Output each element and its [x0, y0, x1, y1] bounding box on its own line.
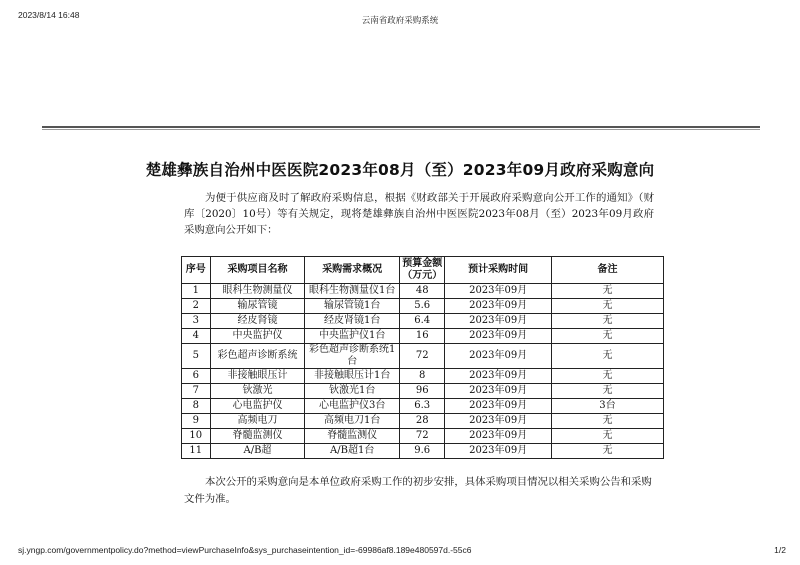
- cell-remark: 3台: [551, 399, 663, 414]
- cell-budget: 9.6: [400, 444, 445, 459]
- cell-index: 1: [182, 284, 211, 299]
- cell-requirement: 输尿管镜1台: [305, 299, 400, 314]
- col-header-remark: 备注: [551, 257, 663, 284]
- cell-budget: 5.6: [400, 299, 445, 314]
- cell-requirement: 钬激光1台: [305, 384, 400, 399]
- cell-project-name: 心电监护仪: [210, 399, 305, 414]
- cell-remark: 无: [551, 329, 663, 344]
- cell-requirement: 脊髓监测仪: [305, 429, 400, 444]
- table-row: [182, 299, 664, 314]
- page-number: 1/2: [774, 545, 786, 555]
- cell-project-name: A/B超: [210, 444, 305, 459]
- cell-index: 2: [182, 299, 211, 314]
- table-row: [182, 444, 664, 459]
- cell-remark: 无: [551, 414, 663, 429]
- col-header-requirement: 采购需求概况: [305, 257, 400, 284]
- site-title: 云南省政府采购系统: [361, 15, 439, 25]
- cell-time: 2023年09月: [445, 314, 552, 329]
- cell-index: 7: [182, 384, 211, 399]
- cell-budget: 72: [400, 344, 445, 369]
- cell-project-name: 钬激光: [210, 384, 305, 399]
- cell-requirement: 心电监护仪3台: [305, 399, 400, 414]
- cell-remark: 无: [551, 284, 663, 299]
- cell-requirement: 中央监护仪1台: [305, 329, 400, 344]
- col-header-index: 序号: [182, 257, 211, 284]
- col-header-budget: 预算金额（万元）: [400, 257, 445, 284]
- cell-index: 4: [182, 329, 211, 344]
- table-row: [182, 399, 664, 414]
- cell-remark: 无: [551, 299, 663, 314]
- cell-budget: 72: [400, 429, 445, 444]
- cell-remark: 无: [551, 429, 663, 444]
- cell-requirement: 眼科生物测量仪1台: [305, 284, 400, 299]
- print-datetime: 2023/8/14 16:48: [18, 10, 80, 20]
- divider-line: [42, 126, 760, 128]
- cell-remark: 无: [551, 369, 663, 384]
- cell-budget: 48: [400, 284, 445, 299]
- cell-index: 5: [182, 344, 211, 369]
- cell-remark: 无: [551, 344, 663, 369]
- cell-budget: 6.4: [400, 314, 445, 329]
- page-url: sj.yngp.com/governmentpolicy.do?method=viewPurchaseInfo&sys_purchaseintention_id=-69986af8.189e480597d.-55c6: [18, 545, 472, 555]
- cell-project-name: 高频电刀: [210, 414, 305, 429]
- cell-project-name: 中央监护仪: [210, 329, 305, 344]
- cell-time: 2023年09月: [445, 299, 552, 314]
- table-row: [182, 384, 664, 399]
- cell-index: 3: [182, 314, 211, 329]
- cell-index: 6: [182, 369, 211, 384]
- cell-budget: 28: [400, 414, 445, 429]
- table-row: [182, 329, 664, 344]
- cell-time: 2023年09月: [445, 369, 552, 384]
- cell-index: 8: [182, 399, 211, 414]
- cell-index: 10: [182, 429, 211, 444]
- table-row: [182, 344, 664, 369]
- procurement-table: [181, 256, 664, 459]
- cell-time: 2023年09月: [445, 329, 552, 344]
- cell-project-name: 经皮肾镜: [210, 314, 305, 329]
- cell-time: 2023年09月: [445, 344, 552, 369]
- cell-project-name: 输尿管镜: [210, 299, 305, 314]
- cell-budget: 8: [400, 369, 445, 384]
- cell-index: 11: [182, 444, 211, 459]
- document-title: 楚雄彝族自治州中医医院2023年08月（至）2023年09月政府采购意向: [145, 161, 655, 179]
- cell-remark: 无: [551, 314, 663, 329]
- cell-project-name: 眼科生物测量仪: [210, 284, 305, 299]
- table-row: [182, 284, 664, 299]
- cell-time: 2023年09月: [445, 429, 552, 444]
- cell-time: 2023年09月: [445, 284, 552, 299]
- cell-time: 2023年09月: [445, 384, 552, 399]
- cell-project-name: 非接触眼压计: [210, 369, 305, 384]
- table-row: [182, 414, 664, 429]
- col-header-time: 预计采购时间: [445, 257, 552, 284]
- col-header-project-name: 采购项目名称: [210, 257, 305, 284]
- intro-paragraph: 为便于供应商及时了解政府采购信息，根据《财政部关于开展政府采购意向公开工作的通知》（财库〔2020〕10号）等有关规定，现将楚雄彝族自治州中医医院2023年08月（至）2023年09月政府采购意向公开如下：: [184, 192, 654, 236]
- cell-requirement: A/B超1台: [305, 444, 400, 459]
- cell-time: 2023年09月: [445, 444, 552, 459]
- divider-line-thin: [42, 129, 760, 130]
- cell-requirement: 经皮肾镜1台: [305, 314, 400, 329]
- table-header-row: [182, 257, 664, 284]
- cell-requirement: 非接触眼压计1台: [305, 369, 400, 384]
- cell-budget: 16: [400, 329, 445, 344]
- cell-index: 9: [182, 414, 211, 429]
- table-row: [182, 369, 664, 384]
- cell-time: 2023年09月: [445, 399, 552, 414]
- cell-budget: 96: [400, 384, 445, 399]
- cell-budget: 6.3: [400, 399, 445, 414]
- cell-remark: 无: [551, 384, 663, 399]
- closing-paragraph: 本次公开的采购意向是本单位政府采购工作的初步安排，具体采购项目情况以相关采购公告和采购文件为准。: [184, 476, 652, 505]
- cell-time: 2023年09月: [445, 414, 552, 429]
- cell-project-name: 脊髓监测仪: [210, 429, 305, 444]
- table-row: [182, 429, 664, 444]
- cell-remark: 无: [551, 444, 663, 459]
- cell-requirement: 高频电刀1台: [305, 414, 400, 429]
- table-row: [182, 314, 664, 329]
- cell-project-name: 彩色超声诊断系统: [210, 344, 305, 369]
- cell-requirement: 彩色超声诊断系统1台: [305, 344, 400, 369]
